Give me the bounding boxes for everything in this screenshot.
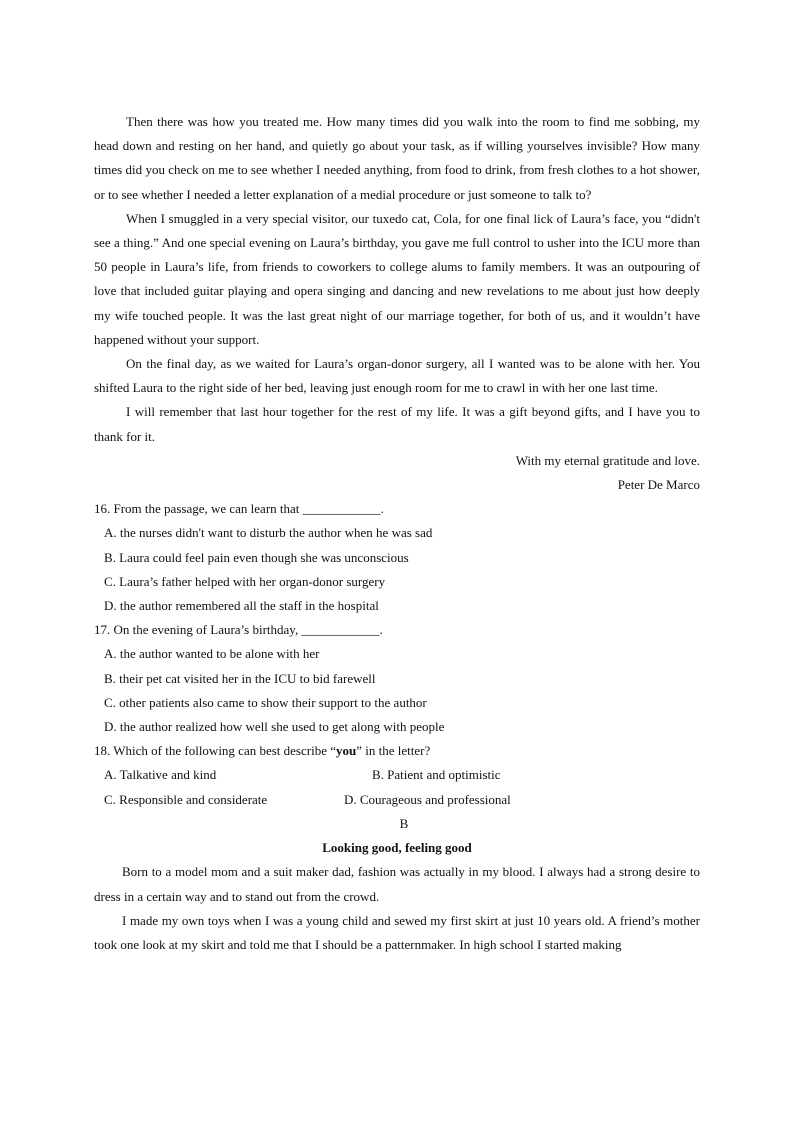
passage-a-paragraph-4: I will remember that last hour together for the rest of my life. It was a gift beyond gifts, and I have you to thank for it. (94, 404, 700, 444)
question-stem (94, 497, 700, 521)
question-17 (94, 618, 700, 739)
passage-a-paragraph-3: On the final day, as we waited for Laura’s organ-donor surgery, all I wanted was to be alone with her. You shifted Laura to the right side of her bed, leaving just enough room for me to crawl in with her one last time. (94, 356, 700, 396)
question-16 (94, 497, 700, 618)
answer-blank: ____________. (302, 501, 384, 517)
question-18 (94, 739, 700, 812)
option-b: B. Laura could feel pain even though she was unconscious (104, 549, 409, 565)
question-stem (94, 618, 700, 642)
letter-signature: Peter De Marco (617, 477, 700, 493)
option-a: A. the author wanted to be alone with her (104, 646, 320, 662)
passage-a-paragraph-1: Then there was how you treated me. How many times did you walk into the room to find me sobbing, my head down and resting on her hand, and quietly go about your task, as if willing yourselves invisible? How many times did you check on me to see whether I needed anything, from food to drink, from fresh clothes to a hot shower, or to see whether I needed a letter explanation of a medial procedure or just someone to talk to? (94, 114, 700, 202)
option-b: B. their pet cat visited her in the ICU to bid farewell (104, 670, 376, 686)
options-row-1 (94, 763, 700, 787)
option-d: D. the author remembered all the staff in the hospital (104, 598, 379, 614)
question-stem-text: 16. From the passage, we can learn that (94, 501, 303, 517)
section-letter: B (399, 815, 409, 831)
question-stem-text: 17. On the evening of Laura’s birthday, (94, 622, 302, 638)
options-row-2 (94, 788, 700, 812)
passage-a (94, 110, 700, 497)
question-stem-after: ” in the letter? (356, 743, 431, 759)
option-a: A. Talkative and kind (104, 767, 217, 783)
document-page (94, 110, 700, 957)
option-a: A. the nurses didn't want to disturb the author when he was sad (104, 525, 433, 541)
option-c: C. Responsible and considerate (104, 791, 268, 807)
question-stem (94, 739, 700, 763)
passage-title: Looking good, feeling good (322, 840, 472, 856)
option-c: C. other patients also came to show their support to the author (104, 694, 427, 710)
option-d: D. Courageous and professional (344, 791, 511, 807)
answer-blank: ____________. (301, 622, 383, 638)
question-stem-bold-word: you (336, 743, 357, 759)
option-b: B. Patient and optimistic (372, 767, 501, 783)
question-stem-before: 18. Which of the following can best describe “ (94, 743, 336, 759)
passage-b (94, 812, 700, 957)
option-d: D. the author realized how well she used to get along with people (104, 719, 445, 735)
letter-closing: With my eternal gratitude and love. (515, 452, 700, 468)
option-c: C. Laura’s father helped with her organ-donor surgery (104, 573, 386, 589)
passage-b-paragraph-2: I made my own toys when I was a young child and sewed my first skirt at just 10 years old. A friend’s mother took one look at my skirt and told me that I should be a patternmaker. In high school I started making (94, 912, 700, 952)
passage-b-paragraph-1: Born to a model mom and a suit maker dad, fashion was actually in my blood. I always had a strong desire to dress in a certain way and to stand out from the crowd. (94, 864, 700, 904)
passage-a-paragraph-2: When I smuggled in a very special visitor, our tuxedo cat, Cola, for one final lick of Laura’s face, you “didn't see a thing.” And one special evening on Laura’s birthday, you gave me full control to usher into the ICU more than 50 people in Laura’s life, from friends to coworkers to college alums to family members. It was an outpouring of love that included guitar playing and opera singing and dancing and new revelations to me about just how deeply my wife touched people. It was the last great night of our marriage together, for both of us, and it wouldn’t have happened without your support. (94, 210, 700, 347)
